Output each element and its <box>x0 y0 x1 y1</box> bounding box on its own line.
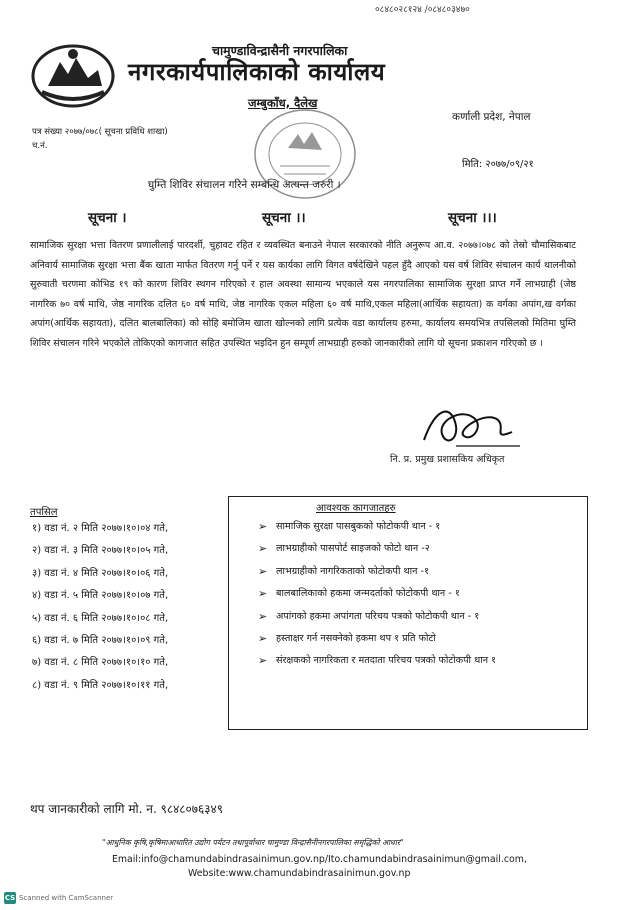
required-documents-list <box>258 516 584 672</box>
official-signature <box>416 396 526 456</box>
notice-date: मिति: २०७७/०९/२१ <box>462 159 534 170</box>
scanner-text: Scanned with CamScanner <box>19 894 114 902</box>
reference-number: पत्र संख्या २०७७/०७८( सूचना प्रविधि शाखा) <box>32 127 168 137</box>
list-item: ➢ बालबालिकाको हकमा जन्मदर्ताको फोटोकपी थान - १ <box>258 583 584 605</box>
notice-heading-1: सूचना । <box>88 210 127 226</box>
schedule-label: तपसिल <box>30 507 58 518</box>
list-item: ७) वडा नं. ८ मिति २०७७।१०।१० गते, <box>32 657 169 669</box>
province-name: कर्णाली प्रदेश, नेपाल <box>452 111 531 123</box>
arrow-bullet-icon: ➢ <box>258 520 268 533</box>
footer-website[interactable]: Website:www.chamundabindrasainimun.gov.np <box>188 868 411 879</box>
list-item: २) वडा नं. ३ मिति २०७७।१०।०५ गते, <box>32 545 169 557</box>
phone-numbers: ०८४८०२८१२४ /०८४८०३४७० <box>375 5 470 15</box>
arrow-bullet-icon: ➢ <box>258 609 268 623</box>
arrow-bullet-icon: ➢ <box>258 587 268 601</box>
office-location: जम्बुकाँध, दैलेख <box>248 96 318 110</box>
office-title: नगरकार्यपालिकाको कार्यालय <box>128 57 386 86</box>
list-item: १) वडा नं. २ मिति २०७७।१०।०४ गते, <box>32 523 169 534</box>
signatory-title: नि. प्र. प्रमुख प्रशासकिय अधिकृत <box>390 454 505 465</box>
list-item: ६) वडा नं. ७ मिति २०७७।१०।०९ गते, <box>32 635 169 647</box>
list-item: ➢ हस्ताक्षर गर्न नसक्नेको हकमा थप १ प्रति फोटो <box>258 628 584 650</box>
ward-schedule-list <box>32 518 232 697</box>
camscanner-logo-icon: CS <box>4 894 16 902</box>
contact-info: थप जानकारीको लागि मो. न. ९८४८०७६३४९ <box>30 802 223 816</box>
list-item: ➢ सामाजिक सुरक्षा पासबुकको फोटोकपी थान - १ <box>258 516 584 538</box>
notice-heading-2: सूचना ।। <box>262 210 306 226</box>
municipality-name: चामुण्डाविन्द्रासैनी नगरपालिका <box>212 43 348 58</box>
list-item: ४) वडा नं. ५ मिति २०७७।१०।०७ गते, <box>32 590 169 602</box>
list-item: ३) वडा नं. ४ मिति २०७७।१०।०६ गते, <box>32 567 169 579</box>
notice-heading-3: सूचना ।।। <box>448 210 497 226</box>
notice-body: सामाजिक सुरक्षा भत्ता वितरण प्रणालीलाई पारदर्शी, चुहावट रहित र व्यवस्थित बनाउने नेपाल सरकारको नीति अनुरूप आ.व. २०७७।०७८ को तेस्रो चौमासिकबाट अनिवार्य सामाजिक सुरक्षा भत्ता बैंक खाता मार्फत वितरण गर्नु पर्ने र यस कार्यका लागि विगत वर्षदेखिने पहल हुँदै आएको यस वर्ष शिविर संचालन कार्य थालनीको सुरुवाती चरणमा कोभिड १९ को कारण शिविर स्थगन गरिएको र हाल अवस्था सामान्य भएकाले यस नगरपालिका सामाजिक सुरक्षा प्राप्त गर्ने लाभग्राही (जेष्ठ नागरिक ७० वर्ष माथि, जेष्ठ नागरिक दलित ६० वर्ष माथि, जेष्ठ नागरिक एकल महिला ६० वर्ष माथि,एकल महिला(आर्थिक सहायता) क वर्गका अपांग,ख वर्गका अपांग(आर्थिक सहायता), दलित बालबालिका) को सोहि बमोजिम खाता खोल्नको लागि प्रत्येक वडा कार्यालय हरुमा, कार्यालय समयभित्र तपसिलको मितिमा घुम्ति शिविर संचालन गरिने भएकोले तोकिएको कागजात सहित उपस्थित भइदिन हुन सम्पूर्ण लाभग्राही हरुको जानकारीको लागि यो सूचना प्रकाशन गरिएको छ । <box>30 240 576 349</box>
list-item: ➢ अपांगको हकमा अपांगता परिचय पत्रको फोटोकपी थान - १ <box>258 606 584 628</box>
arrow-bullet-icon: ➢ <box>258 632 268 646</box>
nepal-emblem-logo <box>28 40 118 112</box>
arrow-bullet-icon: ➢ <box>258 654 268 668</box>
arrow-bullet-icon: ➢ <box>258 542 268 556</box>
footer-email[interactable]: Email:info@chamundabindrasainimun.gov.np/Ito.chamundabindrasainimun@gmail.com, <box>112 854 527 865</box>
list-item: ८) वडा नं. ९ मिति २०७७।१०।११ गते, <box>32 679 169 691</box>
list-item: ५) वडा नं. ६ मिति २०७७।१०।०८ गते, <box>32 612 169 624</box>
list-item: ➢ लाभग्राहीको पासपोर्ट साइजको फोटो थान -२ <box>258 538 584 560</box>
arrow-bullet-icon: ➢ <box>258 564 268 578</box>
footer-tagline: "आधुनिक कृषि,कृषिमाआधारित उद्योग पर्यटन तथापूर्वाधार चामुण्डा विन्द्रासैनीनगरपालिका समृद्धिको आधार" <box>102 838 404 847</box>
dispatch-number: च.नं. <box>32 141 48 151</box>
notice-subject: घुम्ति शिविर संचालन गरिने सम्बन्धि अत्यन्त जरुरी । <box>148 179 341 191</box>
list-item: ➢ संरक्षकको नागरिकता र मतदाता परिचय पत्रको फोटोकपी थान १ <box>258 650 584 672</box>
list-item: ➢ लाभग्राहीको नागरिकताको फोटोकपी थान -१ <box>258 561 584 583</box>
required-documents-title: आवश्यक कागजातहरु <box>316 503 396 514</box>
scanner-watermark <box>4 892 113 904</box>
